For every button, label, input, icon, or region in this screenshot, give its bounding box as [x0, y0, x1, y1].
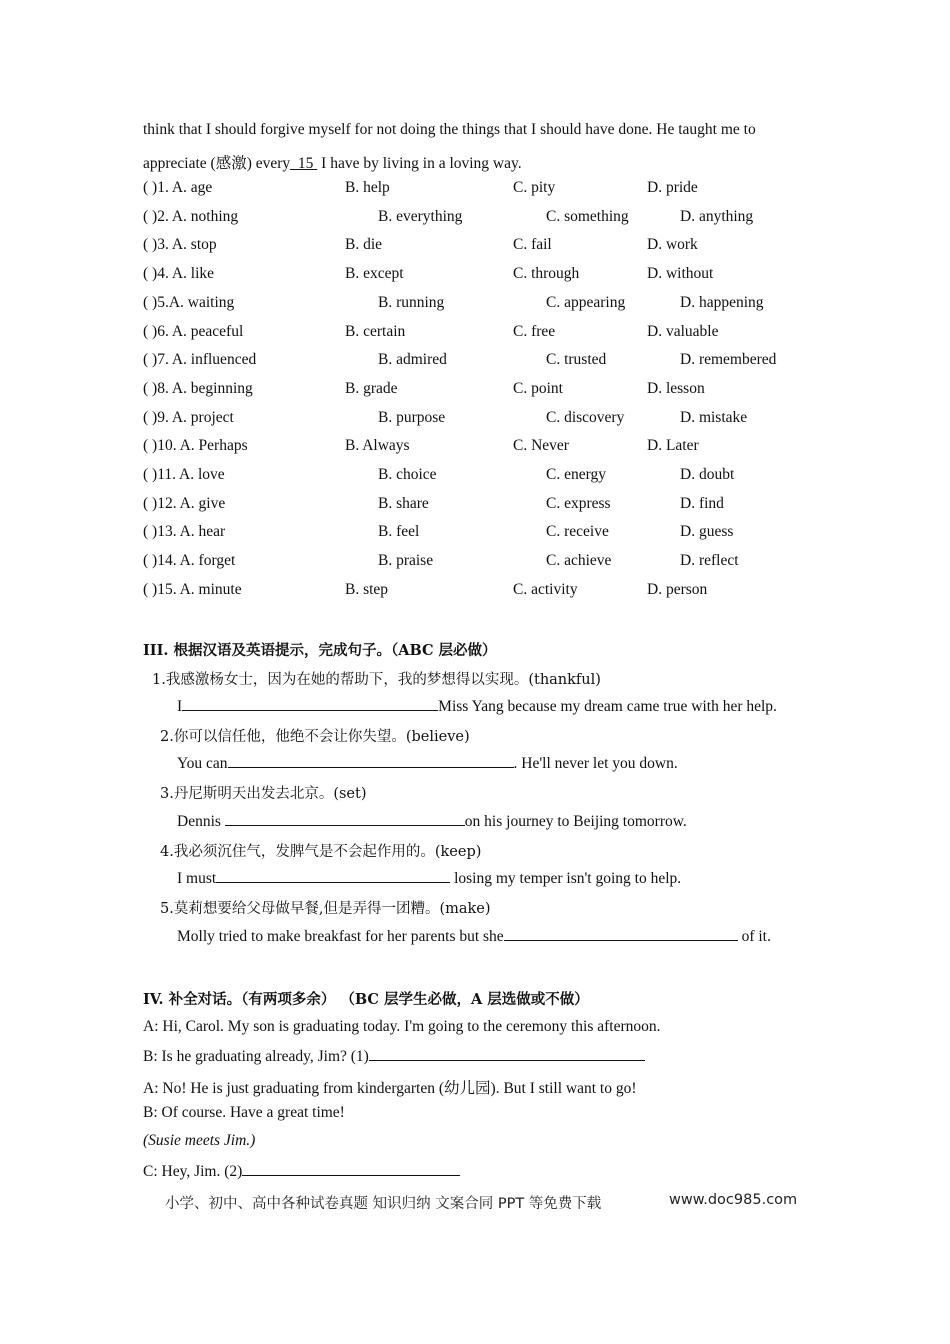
- option-c: C. appearing: [546, 294, 626, 311]
- option-d: D. person: [647, 581, 708, 598]
- s3-item-5-en: Molly tried to make breakfast for her parents but she of it.: [177, 928, 771, 945]
- question-number: ( )11. A. love: [143, 466, 225, 483]
- question-row: [143, 236, 823, 258]
- option-c: C. fail: [513, 236, 552, 253]
- s3-item-4-en: I must losing my temper isn't going to help.: [177, 870, 682, 887]
- option-d: D. happening: [680, 294, 764, 311]
- option-b: B. help: [345, 179, 390, 196]
- s3-item-2-zh: 2.你可以信任他，他绝不会让你失望。(believe): [160, 729, 470, 745]
- passage-line-2: [143, 151, 522, 173]
- option-c: C. through: [513, 265, 580, 282]
- answer-blank[interactable]: [228, 753, 514, 768]
- option-d: D. reflect: [680, 552, 739, 569]
- option-b: B. admired: [378, 351, 447, 368]
- question-row: [143, 265, 823, 287]
- blank-15: 15: [297, 155, 314, 172]
- option-b: B. grade: [345, 380, 398, 397]
- option-d: D. valuable: [647, 323, 719, 340]
- passage-line-2-post: I have by living in a loving way.: [321, 155, 522, 172]
- option-c: C. free: [513, 323, 556, 340]
- option-c: C. trusted: [546, 351, 607, 368]
- answer-blank[interactable]: [216, 868, 450, 883]
- option-d: D. mistake: [680, 409, 748, 426]
- dialogue-line-3: A: No! He is just graduating from kindergarten (幼儿园). But I still want to go!: [143, 1080, 637, 1097]
- option-c: C. Never: [513, 437, 569, 454]
- option-d: D. remembered: [680, 351, 777, 368]
- question-row: [143, 294, 823, 316]
- option-b: B. everything: [378, 208, 463, 225]
- s3-item-5-zh: 5.莫莉想要给父母做早餐,但是弄得一团糟。(make): [160, 901, 491, 917]
- option-b: B. die: [345, 236, 383, 253]
- option-d: D. Later: [647, 437, 699, 454]
- question-number: ( )7. A. influenced: [143, 351, 257, 368]
- question-number: ( )4. A. like: [143, 265, 215, 282]
- option-b: B. praise: [378, 552, 434, 569]
- question-row: [143, 581, 823, 603]
- option-c: C. receive: [546, 523, 609, 540]
- question-number: ( )5.A. waiting: [143, 294, 235, 311]
- question-row: [143, 351, 823, 373]
- question-row: [143, 323, 823, 345]
- option-d: D. guess: [680, 523, 734, 540]
- option-b: B. share: [378, 495, 429, 512]
- question-number: ( )8. A. beginning: [143, 380, 253, 397]
- question-row: [143, 466, 823, 488]
- dialogue-line-1: A: Hi, Carol. My son is graduating today. I'm going to the ceremony this afternoon.: [143, 1018, 661, 1035]
- passage-line-1: think that I should forgive myself for not doing the things that I should have done. He taught me to: [143, 121, 756, 138]
- section-4-heading: IV. 补全对话。（有两项多余） （BC 层学生必做，A 层选做或不做）: [143, 991, 589, 1008]
- dialogue-line-5: C: Hey, Jim. (2): [143, 1161, 460, 1181]
- option-c: C. activity: [513, 581, 578, 598]
- option-b: B. Always: [345, 437, 410, 454]
- question-row: [143, 208, 823, 230]
- option-c: C. point: [513, 380, 563, 397]
- dialogue-line-4: B: Of course. Have a great time!: [143, 1104, 345, 1121]
- question-row: [143, 495, 823, 517]
- section-3-heading: III. 根据汉语及英语提示，完成句子。（ABC 层必做）: [143, 642, 497, 659]
- question-row: [143, 409, 823, 431]
- answer-blank[interactable]: [504, 926, 738, 941]
- answer-blank[interactable]: [225, 811, 465, 826]
- option-b: B. except: [345, 265, 404, 282]
- option-b: B. choice: [378, 466, 437, 483]
- s3-item-4-zh: 4.我必须沉住气，发脾气是不会起作用的。(keep): [160, 844, 482, 860]
- question-number: ( )1. A. age: [143, 179, 213, 196]
- question-number: ( )6. A. peaceful: [143, 323, 244, 340]
- option-d: D. pride: [647, 179, 698, 196]
- question-number: ( )9. A. project: [143, 409, 234, 426]
- question-row: [143, 523, 823, 545]
- option-b: B. certain: [345, 323, 406, 340]
- option-b: B. running: [378, 294, 445, 311]
- question-number: ( )13. A. hear: [143, 523, 226, 540]
- question-number: ( )14. A. forget: [143, 552, 236, 569]
- question-row: [143, 437, 823, 459]
- s3-item-1-zh: 1.我感激杨女士，因为在她的帮助下，我的梦想得以实现。(thankful): [152, 672, 601, 688]
- option-b: B. feel: [378, 523, 420, 540]
- option-c: C. pity: [513, 179, 556, 196]
- option-d: D. doubt: [680, 466, 735, 483]
- question-number: ( )15. A. minute: [143, 581, 242, 598]
- question-number: ( )3. A. stop: [143, 236, 217, 253]
- passage-line-2-pre: appreciate (感激) every: [143, 155, 291, 172]
- question-row: [143, 552, 823, 574]
- option-d: D. anything: [680, 208, 754, 225]
- option-d: D. find: [680, 495, 724, 512]
- dialogue-line-2: B: Is he graduating already, Jim? (1): [143, 1046, 645, 1066]
- dialogue-blank-1[interactable]: [369, 1046, 645, 1061]
- option-c: C. energy: [546, 466, 606, 483]
- option-c: C. something: [546, 208, 629, 225]
- option-d: D. lesson: [647, 380, 705, 397]
- s3-item-1-en: I Miss Yang because my dream came true with her help.: [177, 698, 777, 715]
- option-d: D. without: [647, 265, 714, 282]
- option-c: C. express: [546, 495, 611, 512]
- question-number: ( )2. A. nothing: [143, 208, 239, 225]
- option-d: D. work: [647, 236, 698, 253]
- question-row: [143, 179, 823, 201]
- s3-item-3-en: Dennis on his journey to Beijing tomorrow.: [177, 813, 687, 830]
- dialogue-blank-2[interactable]: [242, 1161, 460, 1176]
- option-b: B. purpose: [378, 409, 446, 426]
- stage-direction: (Susie meets Jim.): [143, 1132, 256, 1149]
- question-number: ( )10. A. Perhaps: [143, 437, 248, 454]
- footer-url[interactable]: www.doc985.com: [669, 1192, 798, 1208]
- option-c: C. discovery: [546, 409, 625, 426]
- s3-item-3-zh: 3.丹尼斯明天出发去北京。(set): [160, 786, 367, 802]
- option-c: C. achieve: [546, 552, 612, 569]
- footer-text: 小学、初中、高中各种试卷真题 知识归纳 文案合同 PPT 等免费下载: [165, 1196, 602, 1212]
- s3-item-2-en: You can . He'll never let you down.: [177, 755, 678, 772]
- answer-blank[interactable]: [182, 696, 438, 711]
- question-row: [143, 380, 823, 402]
- question-number: ( )12. A. give: [143, 495, 226, 512]
- option-b: B. step: [345, 581, 389, 598]
